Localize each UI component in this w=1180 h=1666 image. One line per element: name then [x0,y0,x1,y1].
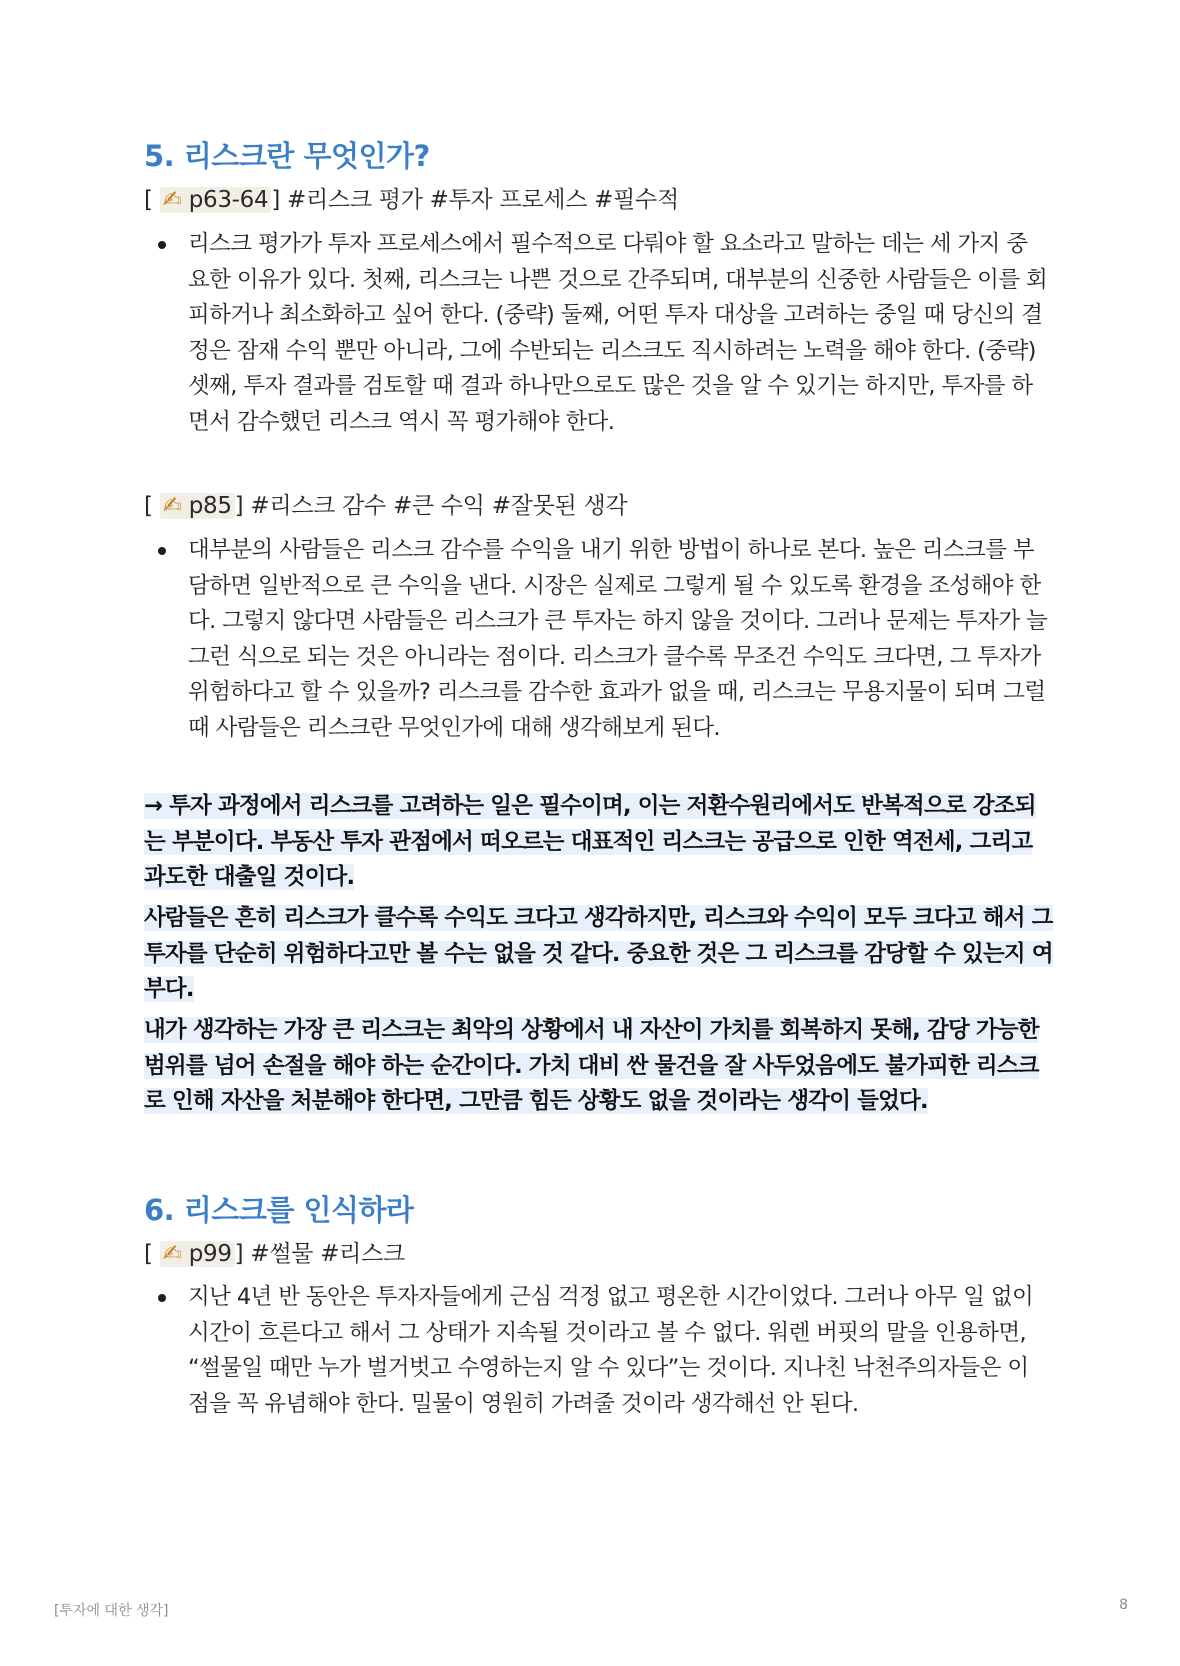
ref-open-bracket: [ [144,1241,153,1267]
ref-page: p99 [188,1241,232,1267]
ref-page: p85 [188,493,232,519]
bullet-dot [158,547,166,555]
quote-tags: #리스크 감수 #큰 수익 #잘못된 생각 [250,493,628,519]
writing-hand-icon: ✍ [162,187,182,213]
page-number: 8 [1119,1597,1128,1613]
quote-text: 대부분의 사람들은 리스크 감수를 수익을 내기 위한 방법이 하나로 본다. 높은 리스크를 부담하면 일반적으로 큰 수익을 낸다. 시장은 실제로 그렇게 될 수 있도록 환경을 조성해야 한다. 그렇지 않다면 사람들은 리스크가 큰 투자는 하지 않을 것이다. 그러나 문제는 투자가 늘 그런 식으로 되는 것은 아니라는 점이다. 리스크가 클수록 무조건 수익도 크다면, 그 투자가 위험하다고 할 수 있을까? 리스크를 감수한 효과가 없을 때, 리스크는 무용지물이 되며 그럴 때 사람들은 리스크란 무엇인가에 대해 생각해보게 된다. [188,537,1048,741]
quote-text: 지난 4년 반 동안은 투자자들에게 근심 걱정 없고 평온한 시간이었다. 그러나 아무 일 없이 시간이 흐른다고 해서 그 상태가 지속될 것이라고 볼 수 없다. 워렌 버핏의 말을 인용하면, “썰물일 때만 누가 벌거벗고 수영하는지 알 수 있다”는 것이다. 지나친 낙천주의자들은 이 점을 꼭 유념해야 한다. 밀물이 영원히 가려줄 것이라 생각해선 안 된다. [188,1284,1034,1417]
note-text: 사람들은 흔히 리스크가 클수록 수익도 크다고 생각하지만, 리스크와 수익이 모두 크다고 해서 그 투자를 단순히 위험하다고만 볼 수는 없을 것 같다. 중요한 것은 그 리스크를 감당할 수 있는지 여부다. [144,905,1053,1002]
quote-reference-p99 [144,1235,405,1268]
quote-reference-p63 [144,181,679,214]
quote-reference-p85 [144,487,627,520]
ref-badge [160,187,272,213]
ref-close-bracket: ] [234,493,244,519]
ref-close-bracket: ] [271,187,281,213]
ref-page: p63-64 [188,187,269,213]
ref-open-bracket: [ [144,187,153,213]
writing-hand-icon: ✍ [162,493,182,519]
note-text: → 투자 과정에서 리스크를 고려하는 일은 필수이며, 이는 저환수원리에서도 반복적으로 강조되는 부분이다. 부동산 투자 관점에서 떠오르는 대표적인 리스크는 공급으로 인한 역전세, 그리고 과도한 대출일 것이다. [144,793,1036,890]
quote-text: 리스크 평가가 투자 프로세스에서 필수적으로 다뤄야 할 요소라고 말하는 데는 세 가지 중요한 이유가 있다. 첫째, 리스크는 나쁜 것으로 간주되며, 대부분의 신중한 사람들은 이를 회피하거나 최소화하고 싶어 한다. (중략) 둘째, 어떤 투자 대상을 고려하는 중일 때 당신의 결정은 잠재 수익 뿐만 아니라, 그에 수반되는 리스크도 직시하려는 노력을 해야 한다. (중략) 셋째, 투자 결과를 검토할 때 결과 하나만으로도 많은 것을 알 수 있기는 하지만, 투자를 하면서 감수했던 리스크 역시 꼭 평가해야 한다. [188,231,1048,435]
quote-tags: #리스크 평가 #투자 프로세스 #필수적 [287,187,679,213]
reflection-note [144,789,1054,896]
ref-open-bracket: [ [144,493,153,519]
section-heading-6: 6. 리스크를 인식하라 [144,1193,414,1227]
quote-tags: #썰물 #리스크 [250,1241,405,1267]
bullet-dot [158,1294,166,1302]
quote-bullet [158,227,1048,440]
footer-title: [투자에 대한 생각] [54,1603,169,1619]
section-heading-5: 5. 리스크란 무엇인가? [144,139,430,173]
bullet-dot [158,241,166,249]
note-text: 내가 생각하는 가장 큰 리스크는 최악의 상황에서 내 자산이 가치를 회복하지 못해, 감당 가능한 범위를 넘어 손절을 해야 하는 순간이다. 가치 대비 싼 물건을 잘 사두었음에도 불가피한 리스크로 인해 자산을 처분해야 한다면, 그만큼 힘든 상황도 없을 것이라는 생각이 들었다. [144,1017,1039,1114]
quote-bullet [158,533,1048,746]
ref-badge [160,1241,235,1267]
ref-badge [160,493,235,519]
quote-bullet [158,1280,1048,1422]
writing-hand-icon: ✍ [162,1241,182,1267]
reflection-note [144,901,1054,1008]
reflection-note [144,1013,1054,1120]
ref-close-bracket: ] [234,1241,244,1267]
